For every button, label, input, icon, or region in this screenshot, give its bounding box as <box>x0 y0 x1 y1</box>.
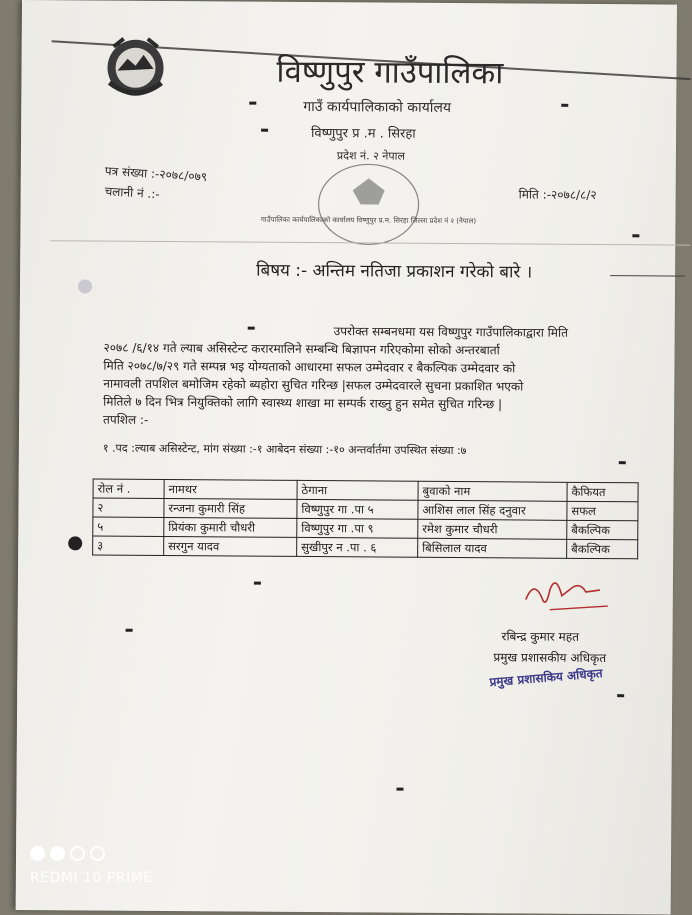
ink-speck <box>248 327 255 330</box>
office-address: विष्णुपुर प्र .म . सिरहा <box>311 126 416 142</box>
ink-speck <box>261 129 268 132</box>
dot-icon <box>30 846 45 861</box>
table-cell: रन्जना कुमारी सिंह <box>164 499 297 519</box>
table-cell: ५ <box>93 517 164 536</box>
table-cell: बिसिलाल यादव <box>418 538 567 558</box>
ink-speck <box>632 234 639 237</box>
table-cell: विष्णुपुर गा .पा ५ <box>297 499 418 519</box>
table-cell: बैकल्पिक <box>567 520 638 539</box>
ink-speck <box>249 102 256 105</box>
office-province: प्रदेश नं. २ नेपाल <box>336 149 406 163</box>
municipality-emblem-icon <box>99 33 171 104</box>
table-cell: प्रियंका कुमारी चौधरी <box>164 518 297 538</box>
header-cell: ठेगाना <box>297 480 418 500</box>
table-row <box>93 536 638 559</box>
signatory-title: प्रमुख प्रशासकीय अधिकृत <box>493 650 607 666</box>
ink-speck <box>617 694 624 697</box>
seal-text: गाउँपालिका कार्यपालिकाको कार्यालय विष्णुपुर प्र.म. सिरहा जिल्ला प्रदेश नं २ (नेपाल) <box>260 215 477 226</box>
ink-speck <box>254 582 261 585</box>
letter-date: मिति :-२०७८/८/२ <box>518 187 597 203</box>
body-line-4: नामावली तपशिल बमोजिम रहेको ब्यहोरा सुचित गरिन्छ |सफल उम्मेदवारले सुचना प्रकाशित भएको <box>103 376 524 394</box>
table-cell: सफल <box>567 501 638 520</box>
body-line-6: तपशिल :- <box>103 412 149 427</box>
punch-hole <box>78 279 92 293</box>
table-cell: सुखीपुर न .पा . ६ <box>297 537 418 557</box>
table-cell: ३ <box>93 536 164 555</box>
table-cell: सरगुन यादव <box>164 537 297 557</box>
results-table <box>92 479 639 560</box>
table-cell: २ <box>93 498 164 517</box>
camera-dots <box>30 846 110 865</box>
document-page <box>16 0 677 915</box>
signature-icon <box>520 569 612 618</box>
body-line-3: मिति २०७८/७/२९ गते सम्पन्न भइ योग्यताको आधारमा सफल उम्मेदवार र बैकल्पिक उम्मेदवार को <box>103 358 516 376</box>
reference-number: पत्र संख्या :-२०७८/०७९ <box>104 163 208 184</box>
table-cell: विष्णुपुर गा .पा ९ <box>297 518 418 538</box>
body-line-1: उपरोक्त सम्बनधमा यस विष्णुपुर गाउँपालिकाद्वारा मिति <box>333 324 568 340</box>
dot-icon <box>50 846 65 861</box>
signatory-stamp: प्रमुख प्रशासकिय अधिकृत <box>488 666 604 690</box>
office-name: विष्णुपुर गाउँपालिका <box>276 53 504 92</box>
ink-speck <box>561 104 568 107</box>
header-cell: नामथर <box>164 480 297 500</box>
subject-underline <box>610 275 685 277</box>
camera-watermark: REDMI 10 PRIME <box>30 870 153 886</box>
header-cell: कैफियत <box>567 482 638 501</box>
dispatch-number: चलानी नं .:- <box>104 184 161 202</box>
letter-body <box>103 321 666 433</box>
table-cell: रमेश कुमार चौधरी <box>418 519 567 539</box>
dot-icon <box>70 846 85 861</box>
office-seal-icon <box>260 160 477 249</box>
body-line-2: २०७८ /६/१४ गते ल्याब असिस्टेन्ट करारमालिने सम्बन्धि बिज्ञापन गरिएकोमा सोको अन्तरबार्ता <box>103 340 500 358</box>
office-subtitle: गाउँ कार्यपालिकाको कार्यालय <box>303 98 452 116</box>
header-cell: रोल नं . <box>93 479 164 498</box>
ink-speck <box>619 461 626 464</box>
header-cell: बुवाको नाम <box>418 481 567 501</box>
letter-subject: बिषय :- अन्तिम नतिजा प्रकाशन गरेको बारे । <box>256 260 533 283</box>
dot-icon <box>90 846 105 861</box>
punch-hole-dark <box>68 536 82 550</box>
table-cell: आशिस लाल सिंह दनुवार <box>418 500 567 520</box>
signatory-name: रबिन्द्र कुमार महत <box>501 629 579 644</box>
table-cell: बैकल्पिक <box>567 539 638 558</box>
body-line-5: मितिले ७ दिन भित्र नियुक्तिको लागि स्वास्थ्य शाखा मा सम्पर्क राख्नु हुन समेत सुचित गरिन्छ | <box>103 394 503 412</box>
ink-speck <box>126 629 133 632</box>
ink-speck <box>396 788 403 791</box>
post-details: १ .पद :ल्याब असिस्टेन्ट, मांग संख्या :-१ आबेदन संख्या :-१० अन्तर्वार्तमा उपस्थित संख्या :७ <box>102 441 467 458</box>
